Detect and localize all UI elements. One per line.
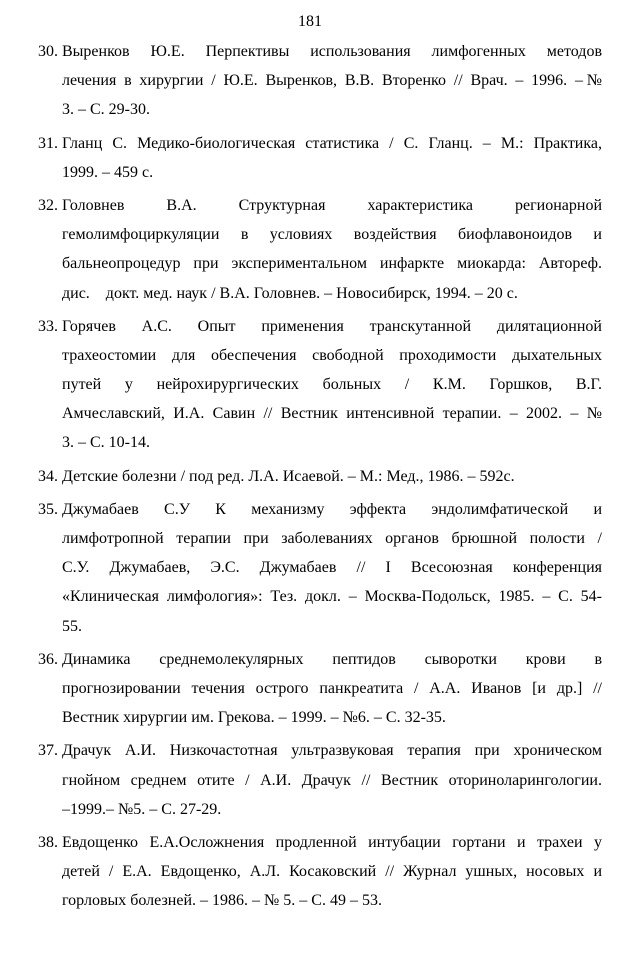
reference-line: С.У. Джумабаев, Э.С. Джумабаев // I Всесоюзная конференция (62, 559, 602, 577)
reference-line: Амчеславский, И.А. Савин // Вестник интенсивной терапии. – 2002. – № (62, 405, 602, 423)
reference-line: детей / Е.А. Евдощенко, А.Л. Косаковский // Журнал ушных, носовых и (62, 863, 602, 881)
reference-text (62, 645, 602, 733)
reference-item (38, 129, 602, 187)
reference-line: 3. – С. 29-30. (62, 101, 150, 119)
reference-number: 35. (38, 500, 58, 518)
reference-line: горловых болезней. – 1986. – № 5. – С. 49 – 53. (62, 892, 382, 910)
reference-line: Детские болезни / под ред. Л.А. Исаевой. – М.: Мед., 1986. – 592с. (62, 467, 515, 485)
reference-number: 36. (38, 650, 58, 668)
reference-line: гнойном среднем отите / А.И. Драчук // Вестник оториноларингологии. (62, 771, 602, 789)
reference-line: 55. (62, 617, 82, 635)
reference-number: 32. (38, 196, 58, 214)
reference-line: прогнозировании течения острого панкреатита / А.А. Иванов [и др.] // (62, 679, 602, 697)
reference-text (62, 495, 602, 641)
reference-line: 3. – С. 10-14. (62, 434, 150, 452)
reference-item (38, 645, 602, 733)
reference-list (38, 37, 602, 919)
reference-number: 30. (38, 43, 58, 60)
reference-item (38, 736, 602, 824)
reference-line: Головнев В.А. Структурная характеристика регионарной (62, 196, 602, 214)
reference-number: 33. (38, 317, 58, 335)
reference-item (38, 312, 602, 458)
reference-line: Драчук А.И. Низкочастотная ультразвуковая терапия при хроническом (62, 742, 602, 760)
page-number: 181 (298, 13, 322, 30)
reference-text (62, 828, 602, 916)
reference-item (38, 828, 602, 916)
reference-line: путей у нейрохирургических больных / К.М. Горшков, В.Г. (62, 376, 602, 394)
reference-item (38, 37, 602, 125)
reference-line: бальнеопроцедур при экспериментальном инфаркте миокарда: Автореф. (62, 255, 602, 273)
reference-text (62, 462, 602, 491)
reference-line: Горячев А.С. Опыт применения транскутанной дилятационной (62, 317, 602, 335)
reference-line: дис. докт. мед. наук / В.А. Головнев. – Новосибирск, 1994. – 20 с. (62, 284, 518, 302)
reference-text (62, 312, 602, 458)
reference-line: Джумабаев С.У К механизму эффекта эндолимфатической и (62, 500, 602, 518)
reference-text (62, 736, 602, 824)
reference-line: «Клиническая лимфология»: Тез. докл. – Москва-Подольск, 1985. – С. 54- (62, 588, 602, 606)
reference-number: 34. (38, 467, 58, 485)
reference-line: Выренков Ю.Е. Перпективы использования лимфогенных методов (62, 43, 602, 60)
reference-number: 38. (38, 833, 58, 851)
reference-line: 1999. – 459 с. (62, 163, 154, 181)
reference-line: трахеостомии для обеспечения свободной проходимости дыхательных (62, 346, 602, 364)
reference-line: лечения в хирургии / Ю.Е. Выренков, В.В. Вторенко // Врач. – 1996. –№ (62, 72, 602, 90)
reference-item (38, 191, 602, 308)
reference-text (62, 191, 602, 308)
reference-line: гемолимфоциркуляции в условиях воздействия биофлавоноидов и (62, 226, 602, 244)
reference-line: –1999.– №5. – С. 27-29. (62, 800, 222, 818)
reference-number: 37. (38, 742, 58, 760)
reference-number: 31. (38, 134, 58, 152)
reference-line: Вестник хирургии им. Грекова. – 1999. – №6. – С. 32-35. (62, 709, 446, 727)
reference-line: Евдощенко Е.А.Осложнения продленной интубации гортани и трахеи у (62, 833, 602, 851)
reference-item (38, 462, 602, 491)
reference-item (38, 495, 602, 641)
reference-line: Динамика среднемолекулярных пептидов сыворотки крови в (62, 650, 602, 668)
reference-line: Гланц С. Медико-биологическая статистика / С. Гланц. – М.: Практика, (62, 134, 602, 152)
reference-line: лимфотропной терапии при заболеваниях органов брюшной полости / (62, 530, 602, 548)
reference-text (62, 37, 602, 125)
reference-text (62, 129, 602, 187)
